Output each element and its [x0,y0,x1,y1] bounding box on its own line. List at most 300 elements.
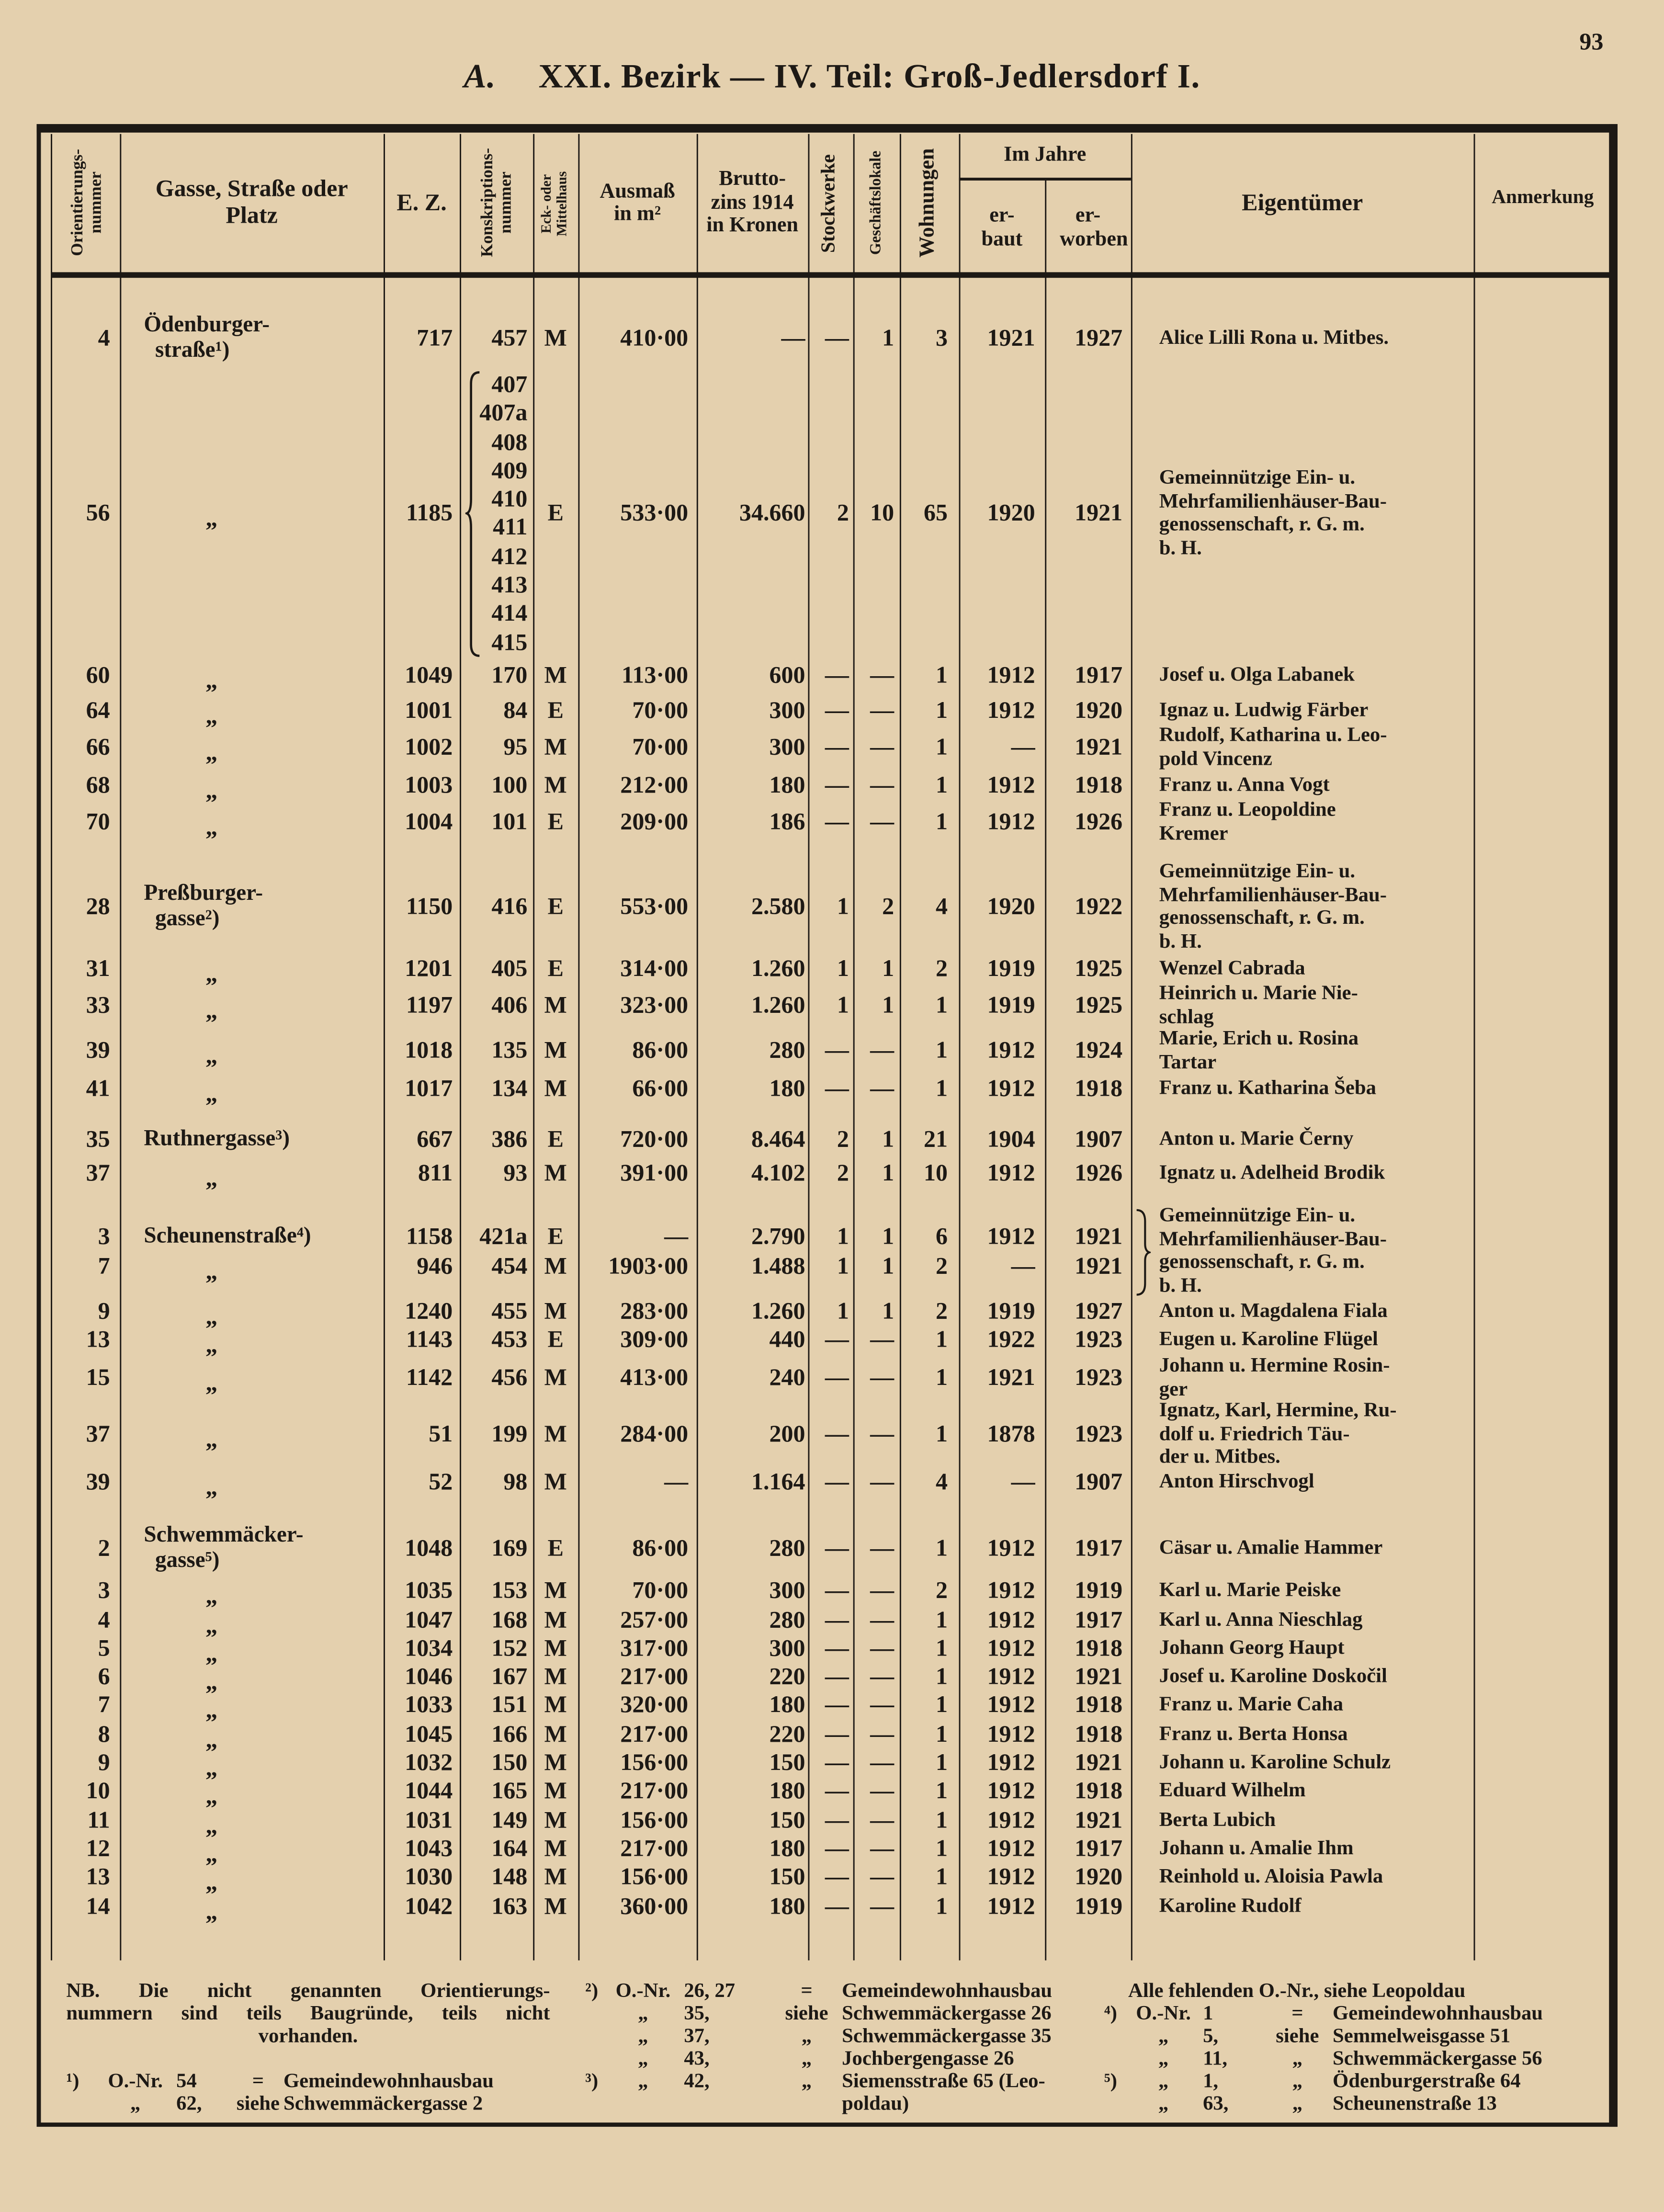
cell-acq: 1923 [1075,1326,1123,1353]
ditto-mark: „ [205,1612,218,1639]
footnote-n: 63, [1203,2093,1229,2116]
footnote-p: „ [1158,2025,1169,2048]
cell-gl: — [870,1777,894,1804]
cell-corner-middle: M [544,1606,567,1633]
header-rule [51,272,1616,278]
owner-line: Johann u. Hermine Rosin- [1159,1354,1390,1377]
header-owner: Eigentümer [1242,188,1363,216]
cell-on: 6 [98,1663,110,1690]
footnote-t: Schwemmäckergasse 56 [1333,2048,1542,2071]
cell-corner-middle: M [544,1159,567,1186]
owner-line: Wenzel Cabrada [1159,957,1305,980]
cell-wo: 1 [936,1720,948,1747]
cell-wo: 1 [936,1691,948,1718]
cell-on: 70 [86,808,110,835]
cell-wo: 1 [936,1420,948,1447]
ditto-mark: „ [205,1426,218,1453]
footnote-t: Jochbergengasse 26 [842,2048,1014,2071]
cell-st: 2 [837,1159,849,1186]
ditto-mark: „ [205,997,218,1024]
cell-ez: 52 [429,1468,453,1495]
footnote-v: = [1291,2002,1303,2026]
header-orientation-number [51,134,120,272]
cell-conscription: 421a [479,1223,528,1250]
footnote-t: Schwemmäckergasse 35 [842,2025,1052,2048]
cell-built: 1921 [987,324,1035,352]
cell-st: — [825,1720,849,1747]
footnote-m: ³) [585,2070,599,2093]
cell-ez: 1150 [406,893,453,920]
footnote-m [585,2025,602,2048]
footnote-p: „ [638,2025,648,2048]
cell-acq: 1923 [1075,1363,1123,1391]
cell-gl: — [870,1468,894,1495]
header-built [959,183,1045,272]
cell-on: 14 [86,1893,110,1920]
footnote-n: 42, [684,2070,710,2093]
cell-wo: 1 [936,1835,948,1862]
footnote-line [585,1980,1052,2003]
owner-line: Johann Georg Haupt [1159,1637,1345,1660]
cell-st: — [825,1420,849,1447]
ditto-mark: „ [205,1258,218,1285]
owner [1159,1128,1462,1151]
owner-line: Anton Hirschvogl [1159,1470,1314,1494]
footnote-line: NB. Die nicht genannten Orientierungs- [66,1980,550,2003]
cell-conscription: 134 [491,1075,528,1102]
ditto-mark: „ [205,1754,218,1781]
cell-conscription: 84 [503,696,528,724]
cell-gl: 10 [870,499,894,526]
cell-area: 314·00 [620,954,689,982]
cell-corner-middle: E [547,893,564,920]
owner-line: Marie, Erich u. Rosina [1159,1027,1359,1050]
cell-gl: — [870,771,894,798]
cell-ez: 1035 [405,1577,453,1604]
cell-ez: 1004 [405,808,453,835]
cell-corner-middle: M [544,733,567,760]
cell-rent: 300 [769,696,805,724]
conscription-number: 409 [491,456,528,484]
cell-ez: 1185 [406,499,453,526]
owner [1159,957,1462,981]
cell-corner-middle: M [544,991,567,1019]
owner-line: Kremer [1159,822,1228,845]
owner [1159,1355,1462,1401]
cell-st: — [825,1363,849,1391]
cell-conscription: 168 [491,1606,528,1633]
cell-built: 1912 [987,696,1035,724]
cell-on: 11 [87,1806,110,1834]
cell-gl: — [870,1748,894,1776]
cell-area: 391·00 [620,1159,689,1186]
footnote-m [1104,2093,1124,2115]
cell-built: 1912 [987,1748,1035,1776]
owner-line: Johann u. Karoline Schulz [1159,1751,1391,1774]
cell-on: 37 [86,1159,110,1186]
cell-gl: — [870,1634,894,1662]
cell-wo: 1 [936,771,948,798]
cell-built: 1919 [987,991,1035,1019]
cell-conscription: 153 [491,1577,528,1604]
cell-on: 7 [98,1691,110,1718]
owner [1159,699,1462,723]
cell-gl: 1 [882,954,894,982]
street-name [144,1523,303,1574]
footnote-n: 35, [684,2002,710,2026]
cell-gl: — [870,1577,894,1604]
cell-st: — [825,1691,849,1718]
ditto-mark: „ [205,1840,218,1868]
cell-conscription: 167 [491,1663,528,1690]
street-name-line: Ruthnergasse³) [144,1127,290,1151]
cell-gl: — [870,1893,894,1920]
cell-gl: — [870,1663,894,1690]
cell-rent: 180 [769,1691,805,1718]
owner-line: schlag [1159,1005,1214,1028]
owner-line: Karl u. Anna Nieschlag [1159,1609,1363,1632]
cell-on: 13 [86,1326,110,1353]
cell-st: — [825,1634,849,1662]
cell-corner-middle: M [544,1691,567,1718]
header-conscription-number [460,134,533,272]
footnote-line: nummern sind teils Baugründe, teils nicht [66,2002,550,2026]
cell-conscription: 93 [503,1159,528,1186]
cell-st: 2 [837,499,849,526]
header-corner-or-middle [533,134,578,272]
cell-conscription: 386 [491,1125,528,1153]
cell-gl: — [870,661,894,689]
cell-st: — [825,733,849,760]
cell-gl: — [870,1363,894,1391]
cell-wo: 2 [936,1577,948,1604]
cell-gl: 2 [882,893,894,920]
cell-area: 217·00 [620,1720,689,1747]
footnote-v: „ [801,2048,812,2071]
cell-on: 10 [86,1777,110,1804]
cell-corner-middle: E [547,954,564,982]
cell-built: 1912 [987,1835,1035,1862]
footnote-n: 11, [1203,2048,1228,2071]
cell-rent: 2.790 [751,1223,805,1250]
cell-gl: — [870,1075,894,1102]
cell-st: — [825,1806,849,1834]
cell-corner-middle: E [547,808,564,835]
owner [1159,724,1462,771]
ditto-mark: „ [205,1640,218,1667]
cell-on: 56 [86,499,110,526]
footnote-line [585,2093,909,2115]
footnote-p [602,2093,684,2115]
cell-acq: 1918 [1075,1075,1123,1102]
cell-st: — [825,1777,849,1804]
owner-line: Johann u. Amalie Ihm [1159,1837,1354,1860]
conscription-number: 410 [491,485,528,512]
footnote-v: „ [1292,2093,1303,2116]
owner-line: Cäsar u. Amalie Hammer [1159,1537,1383,1560]
cell-ez: 1030 [405,1863,453,1890]
header-label: Wohnungen [917,148,940,258]
owner [1159,1579,1462,1603]
cell-wo: 1 [936,1806,948,1834]
cell-area: 217·00 [620,1777,689,1804]
cell-corner-middle: E [547,499,564,526]
cell-rent: 180 [769,1835,805,1862]
cell-st: 2 [837,1125,849,1153]
cell-ez: 1047 [405,1606,453,1633]
ditto-mark: „ [205,960,218,987]
footnote-v: „ [1292,2048,1303,2071]
ditto-mark: „ [205,667,218,694]
footnote-p: „ [638,2070,648,2093]
cell-st: — [825,1835,849,1862]
footnote-m [585,2003,602,2025]
cell-rent: 280 [769,1036,805,1064]
cell-acq: 1918 [1075,1777,1123,1804]
cell-area: 70·00 [632,1577,689,1604]
footnote-p: „ [1158,2048,1169,2071]
cell-ez: 1032 [405,1748,453,1776]
cell-corner-middle: M [544,661,567,689]
cell-conscription: 163 [491,1893,528,1920]
cell-acq: 1923 [1075,1420,1123,1447]
footnote-p: „ [130,2093,141,2116]
cell-conscription: 165 [491,1777,528,1804]
owner-line: Franz u. Berta Honsa [1159,1723,1348,1746]
ditto-mark: „ [205,1042,218,1069]
cell-gl: — [870,1420,894,1447]
cell-acq: 1920 [1075,696,1123,724]
cell-corner-middle: E [547,1326,564,1353]
owner [1159,1204,1462,1297]
cell-acq: 1922 [1075,893,1123,920]
cell-conscription: 454 [491,1252,528,1280]
header-label: Gasse, Straße oder Platz [155,175,348,229]
cell-wo: 2 [936,1297,948,1325]
owner-line: Josef u. Karoline Doskočil [1159,1665,1387,1688]
title-text: XXI. Bezirk — IV. Teil: Groß-Jedlersdorf I. [538,59,1200,96]
cell-built: 1912 [987,1223,1035,1250]
footnote-header: Alle fehlenden O.-Nr., siehe Leopoldau [1128,1980,1466,2003]
cell-on: 68 [86,771,110,798]
cell-ez: 1046 [405,1663,453,1690]
header-label: Ausmaß in m² [600,180,675,226]
header-label: Stockwerke [819,154,840,253]
conscription-number: 411 [493,514,528,541]
ditto-mark: „ [205,1898,218,1925]
cell-st: — [825,1468,849,1495]
street-name [144,313,270,364]
cell-on: 64 [86,696,110,724]
cell-area: 317·00 [620,1634,689,1662]
owner [1159,1838,1462,1861]
cell-area: 257·00 [620,1606,689,1633]
cell-corner-middle: E [547,1534,564,1562]
footnote-line [1104,2093,1497,2115]
cell-on: 8 [98,1720,110,1747]
cell-area: 323·00 [620,991,689,1019]
cell-ez: 1240 [405,1297,453,1325]
owner [1159,1693,1462,1717]
footnote-n: 54 [176,2070,197,2093]
cell-area: 217·00 [620,1835,689,1862]
cell-on: 9 [98,1748,110,1776]
cell-wo: 1 [936,1606,948,1633]
cell-corner-middle: E [547,696,564,724]
cell-rent: 180 [769,1893,805,1920]
footnote-n: 5, [1203,2025,1219,2048]
owner [1159,1471,1462,1494]
owner-line: Eugen u. Karoline Flügel [1159,1328,1378,1351]
footnote-t: Scheunenstraße 13 [1333,2093,1497,2116]
ditto-mark: „ [205,702,218,729]
owner [1159,1751,1462,1775]
cell-corner-middle: M [544,1835,567,1862]
cell-corner-middle: M [544,1863,567,1890]
cell-st: 1 [837,1297,849,1325]
footnote-line [1104,2070,1521,2093]
footnote-t: Schwemmäckergasse 26 [842,2002,1052,2026]
cell-rent: 4.102 [751,1159,805,1186]
header-acquired [1045,183,1131,272]
footnote-p: O.-Nr. [108,2070,163,2093]
cell-conscription: 101 [491,808,528,835]
cell-built: 1912 [987,1663,1035,1690]
cell-area: 156·00 [620,1806,689,1834]
cell-acq: 1926 [1075,1159,1123,1186]
owner-line: b. H. [1159,930,1202,953]
cell-gl: — [870,1863,894,1890]
footnote-line [585,2048,1014,2070]
cell-wo: 1 [936,1363,948,1391]
cell-corner-middle: M [544,1720,567,1747]
ditto-mark: „ [205,739,218,766]
cell-conscription: 135 [491,1036,528,1064]
owner-line: Franz u. Anna Vogt [1159,774,1330,797]
cell-built: 1878 [987,1420,1035,1447]
footnote-t: Schwemmäckergasse 2 [283,2093,483,2116]
cell-acq: 1921 [1075,1223,1123,1250]
cell-conscription: 416 [491,893,528,920]
cell-acq: 1920 [1075,1863,1123,1890]
cell-st: — [825,1863,849,1890]
footnote-t: poldau) [842,2093,909,2116]
cell-rent: 280 [769,1606,805,1633]
cell-wo: 2 [936,1252,948,1280]
cell-gl: 1 [882,1223,894,1250]
owner-line: der u. Mitbes. [1159,1446,1280,1469]
cell-st: 1 [837,954,849,982]
cell-gl: — [870,808,894,835]
footnote-line: vorhanden. [258,2025,358,2048]
ditto-mark: „ [205,1696,218,1724]
cell-built: 1920 [987,893,1035,920]
cell-ez: 1017 [405,1075,453,1102]
street-name-line: Scheunenstraße⁴) [144,1224,311,1248]
cell-conscription: 199 [491,1420,528,1447]
owner-line: Mehrfamilienhäuser-Bau- [1159,490,1387,513]
owner-line: Anton u. Magdalena Fiala [1159,1300,1388,1323]
street-name [144,1224,311,1249]
cell-ez: 1045 [405,1720,453,1747]
footnote-line [1104,2003,1543,2025]
ditto-mark: „ [205,1869,218,1896]
cell-acq: 1921 [1075,1806,1123,1834]
cell-st: — [825,1036,849,1064]
cell-wo: 1 [936,696,948,724]
cell-acq: 1926 [1075,808,1123,835]
cell-wo: 1 [936,991,948,1019]
cell-built: 1912 [987,1534,1035,1562]
footnote-p: „ [638,2048,648,2071]
footnote-n: 43, [684,2048,710,2071]
cell-wo: 1 [936,1748,948,1776]
cell-area: — [664,1223,689,1250]
cell-built: 1912 [987,1075,1035,1102]
cell-rent: 1.164 [751,1468,805,1495]
cell-built: 1919 [987,954,1035,982]
owner [1159,799,1462,845]
conscription-number: 408 [491,428,528,455]
street-name-line: gasse²) [155,907,220,931]
cell-built: 1912 [987,771,1035,798]
cell-ez: 946 [417,1252,453,1280]
brace-icon [1134,1207,1151,1297]
cell-area: 720·00 [620,1125,689,1153]
cell-st: — [825,1577,849,1604]
cell-ez: 1197 [406,991,453,1019]
cell-built: 1919 [987,1297,1035,1325]
cell-conscription: 170 [491,661,528,689]
footnote-t: Gemeindewohnhausbau [842,1980,1053,2003]
cell-area: 284·00 [620,1420,689,1447]
owner [1159,1637,1462,1660]
footnote-m [66,2093,94,2115]
cell-built: — [1011,1468,1035,1495]
cell-built: — [1011,1252,1035,1280]
cell-on: 60 [86,661,110,689]
cell-area: 212·00 [620,771,689,798]
cell-rent: 180 [769,1777,805,1804]
footnote-line [585,2003,1052,2025]
ditto-mark: „ [205,1726,218,1753]
cell-conscription: 166 [491,1720,528,1747]
ditto-mark: „ [205,1165,218,1192]
cell-wo: 21 [923,1125,948,1153]
cell-gl: — [870,1036,894,1064]
footnote-n: 1 [1203,2002,1213,2026]
cell-on: 15 [86,1363,110,1391]
street-name-line: Preßburger- [144,881,263,906]
cell-rent: 280 [769,1534,805,1562]
cell-built: 1912 [987,1777,1035,1804]
footnote-t: Ödenburgerstraße 64 [1333,2070,1521,2093]
cell-corner-middle: M [544,771,567,798]
cell-on: 9 [98,1297,110,1325]
owner-line: Mehrfamilienhäuser-Bau- [1159,1227,1387,1250]
owner-line: Ignaz u. Ludwig Färber [1159,699,1369,722]
cell-corner-middle: M [544,1252,567,1280]
owner [1159,1399,1462,1469]
cell-rent: 240 [769,1363,805,1391]
cell-ez: 1034 [405,1634,453,1662]
section-letter: A. [464,59,497,96]
cell-st: — [825,324,849,352]
cell-built: 1912 [987,1634,1035,1662]
cell-rent: 1.260 [751,954,805,982]
cell-st: — [825,1075,849,1102]
cell-conscription: 100 [491,771,528,798]
